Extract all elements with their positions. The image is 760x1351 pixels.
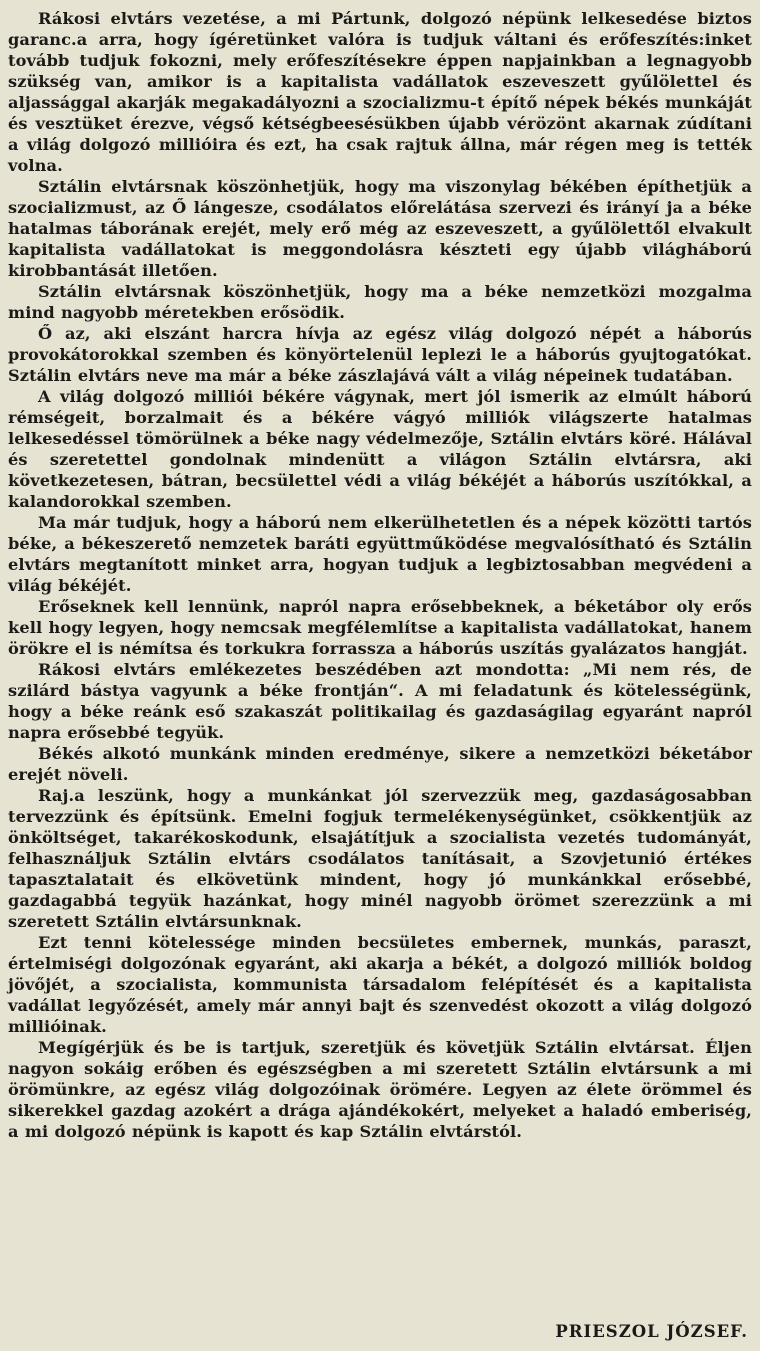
paragraph-12: Megígérjük és be is tartjuk, szeretjük és követjük Sztálin elvtársat. Éljen nagyon sokáig erőben és egészségben a mi szeretett Sztálin elvtársunk a mi örömünkre, az egész világ dolgozóinak örömére. Legyen az élete örömmel és sikerekkel gazdag azokért a drága ajándékokért, melyeket a haladó emberiség, a mi dolgozó népünk is kapott és kap Sztálin elvtárstól. — [8, 1038, 752, 1141]
paragraph-9: Békés alkotó munkánk minden eredménye, sikere a nemzetközi béketábor erejét növeli. — [8, 744, 752, 784]
paragraph-7: Erőseknek kell lennünk, napról napra erősebbeknek, a béketábor oly erős kell hogy legyen, hogy nemcsak megfélemlítse a kapitalista vadállatokat, hanem örökre el is némítsa és torkukra forrassza a háborús uszítás gyalázatos hangját. — [8, 597, 752, 658]
paragraph-5: A világ dolgozó milliói békére vágynak, mert jól ismerik az elmúlt háború rémségeit, borzalmait és a békére vágyó milliók világszerte hatalmas lelkesedéssel tömörülnek a béke nagy védelmezője, Sztálin elvtárs köré. Hálával és szeretettel gondolnak mindenütt a világon Sztálin elvtársra, aki következetesen, bátran, becsülettel védi a világ békéjét a háborús uszítókkal, a kalandorokkal szemben. — [8, 387, 752, 511]
paragraph-11: Ezt tenni kötelessége minden becsületes embernek, munkás, paraszt, értelmiségi dolgozónak egyaránt, aki akarja a békét, a dolgozó milliók boldog jövőjét, a szocialista, kommunista társadalom felépítését és a kapitalista vadállat legyőzését, amely már annyi bajt és szenvedést okozott a világ dolgozó millióinak. — [8, 933, 752, 1036]
paragraph-3: Sztálin elvtársnak köszönhetjük, hogy ma a béke nemzetközi mozgalma mind nagyobb méretekben erősödik. — [8, 282, 752, 322]
paragraph-4: Ő az, aki elszánt harcra hívja az egész világ dolgozó népét a háborús provokátorokkal szemben és könyörtelenül leplezi le a háborús gyujtogatókat. Sztálin elvtárs neve ma már a béke zászlajává vált a világ népeinek tudatában. — [8, 324, 752, 385]
article-body — [8, 8, 752, 1142]
paragraph-2: Sztálin elvtársnak köszönhetjük, hogy ma viszonylag békében építhetjük a szocializmust, az Ő lángesze, csodálatos előrelátása szervezi és irányí ja a béke hatalmas táborának erejét, mely erő még az eszeveszett, a gyűlölettől elvakult kapitalista vadállatokat is meggondolásra készteti egy újabb világháború kirobbantását illetően. — [8, 177, 752, 280]
paragraph-8: Rákosi elvtárs emlékezetes beszédében azt mondotta: „Mi nem rés, de szilárd bástya vagyunk a béke frontján“. A mi feladatunk és kötelességünk, hogy a béke reánk eső szakaszát politikailag és gazdaságilag egyaránt napról napra erősebbé tegyük. — [8, 660, 752, 742]
paragraph-6: Ma már tudjuk, hogy a háború nem elkerülhetetlen és a népek közötti tartós béke, a békeszerető nemzetek baráti együttműködése megvalósítható és Sztálin elvtárs megtanított minket arra, hogyan tudjuk a legbiztosabban megvédeni a világ békéjét. — [8, 513, 752, 595]
author-signature: PRIESZOL JÓZSEF. — [555, 1322, 748, 1341]
paragraph-1: Rákosi elvtárs vezetése, a mi Pártunk, dolgozó népünk lelkesedése biztos garanc.a arra, hogy ígéretünket valóra is tudjuk váltani és erőfeszítés:inket tovább tudjuk fokozni, mely erőfeszítésekre éppen napjainkban a legnagyobb szükség van, amikor is a kapitalista vadállatok eszeveszett gyűlölettel és aljassággal akarják megakadályozni a szocializmu-t építő népek békés munkáját és vesztüket érezve, végső kétségbeesésükben újabb vérözönt akarnak zúdítani a világ dolgozó millióira és ezt, ha csak rajtuk állna, már régen meg is tették volna. — [8, 9, 752, 175]
paragraph-10: Raj.a leszünk, hogy a munkánkat jól szervezzük meg, gazdaságosabban tervezzünk és építsünk. Emelni fogjuk termelékenységünket, csökkentjük az önköltséget, takarékoskodunk, elsajátítjuk a szocialista vezetés tudományát, felhasználjuk Sztálin elvtárs csodálatos tanításait, a Szovjetunió értékes tapasztalatait és elkövetünk mindent, hogy jó munkánkkal erősebbé, gazdagabbá tegyük hazánkat, hogy minél nagyobb örömet szerezzünk a mi szeretett Sztálin elvtársunknak. — [8, 786, 752, 931]
